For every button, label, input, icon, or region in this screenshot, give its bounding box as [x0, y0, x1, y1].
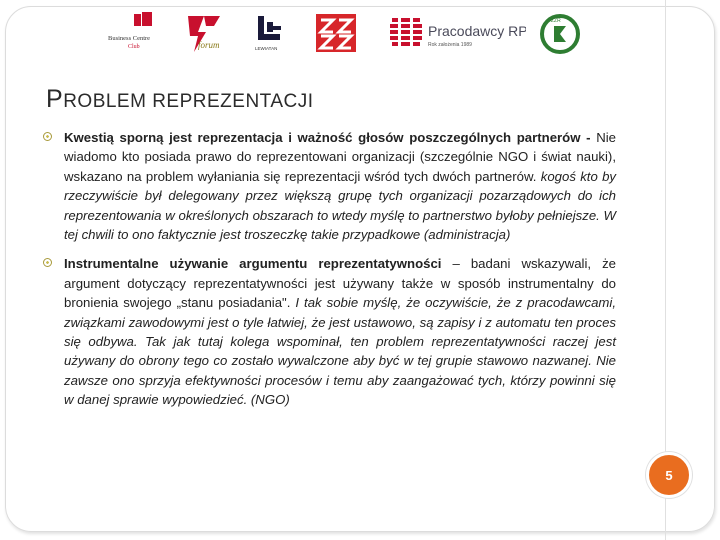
page-number-badge [646, 452, 692, 498]
page-number: 5 [665, 467, 673, 483]
pracodawcy-rp-name: Pracodawcy RP [428, 23, 526, 39]
item-bold-text: Instrumentalne używanie argumentu reprezentatywności [64, 256, 442, 272]
bullet-icon [43, 258, 52, 267]
green-emblem-text: ZZR [551, 18, 561, 24]
zrp-logo [314, 10, 358, 56]
lewiatan-logo [250, 10, 290, 56]
page-title [46, 78, 314, 115]
list-item [42, 254, 616, 409]
page-title-initial: P [46, 85, 64, 113]
forum-logo [184, 10, 224, 56]
item-quote-text: kogoś kto by rzeczywiście był delegowany przez większą grupę tych organizacji pozarządowych do ich reprezentowania w określonych obszarach to wtedy myślę to partnerstwo byłoby pełniejsze. W tej chwili to ono faktycznie jest troszeczkę takie przypadkowe (administracja) [64, 168, 616, 243]
partner-logos [100, 10, 590, 58]
item-quote-text: I tak sobie myślę, że oczywiście, że z pracodawcami, związkami zawodowymi jest o tyle łatwiej, że jest ustawowo, są zapisy i z automatu ten proces się odbywa. Tak jak tutaj kolega wspominał, ten problem reprezentatywności raczej jest używany do obrony tego co zostało wywalczone aby być w tej grupie stawowo nazwanej. Nie zawsze ono sprzyja efektywności procesów i temu aby zaangażować tych, którzy powinni się w danej sprawie wypowiedzieć. (NGO) [64, 295, 616, 408]
bcc-logo-line2: Club [128, 44, 140, 50]
pracodawcy-rp-logo [388, 10, 526, 56]
item-normal-text: – badani wskazywali, że argument dotyczący reprezentatywności jest używany także w sposób instrumentalny do bronienia swojego „stanu posiadania". [64, 256, 616, 311]
green-emblem-logo [538, 10, 582, 56]
lewiatan-logo-text: LEWIATAN [255, 46, 278, 51]
bcc-logo [106, 10, 170, 56]
forum-logo-text: forum [198, 40, 220, 50]
page-title-rest: ROBLEM REPREZENTACJI [63, 91, 314, 112]
list-item [42, 128, 616, 244]
bullet-list [42, 128, 616, 420]
bcc-logo-line1: Business Centre [108, 35, 151, 42]
item-bold-text: Kwestią sporną jest reprezentacja i ważność głosów poszczególnych partnerów - [64, 130, 591, 145]
item-normal-text: Nie wiadomo kto posiada prawo do reprezentowani organizacji (szczególnie NGO i świat nauki), wskazano na problem wyłaniania się reprezentacji wśród tych dwóch partnerów. [64, 130, 616, 184]
pracodawcy-rp-subtitle: Rok założenia 1989 [428, 42, 472, 48]
bullet-icon [43, 132, 52, 141]
